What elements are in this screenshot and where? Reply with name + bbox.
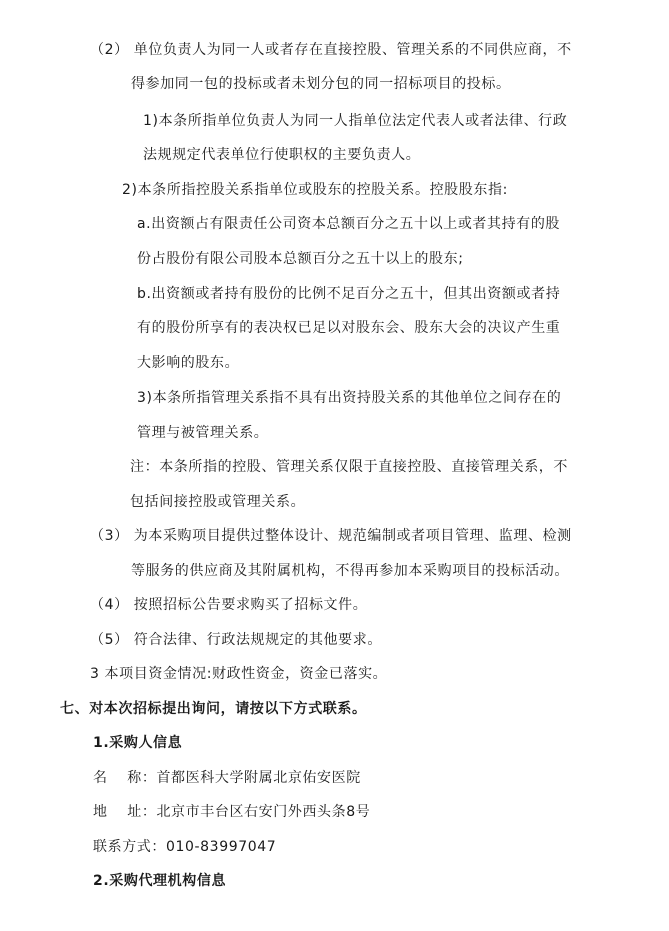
note-2b-line-1: b.出资额或者持有股份的比例不足百分之五十，但其出资额或者持 (137, 286, 561, 302)
remark-line-2: 包括间接控股或管理关系。 (130, 494, 306, 510)
note-1-line-2: 法规规定代表单位行使职权的主要负责人。 (143, 147, 421, 163)
agency-heading: 2.采购代理机构信息 (93, 873, 227, 889)
purchaser-contact-label: 联系方式： (93, 839, 166, 855)
item-4: （4） 按照招标公告要求购买了招标文件。 (90, 597, 368, 613)
item-2-line-2: 得参加同一包的投标或者未划分包的同一招标项目的投标。 (131, 76, 511, 92)
note-3-line-1: 3)本条所指管理关系指不具有出资持股关系的其他单位之间存在的 (137, 390, 562, 406)
purchaser-name-row (93, 769, 361, 787)
note-2b-line-3: 大影响的股东。 (137, 355, 240, 371)
section-7-heading: 七、对本次招标提出询问，请按以下方式联系。 (60, 701, 367, 717)
note-2a-line-2: 份占股份有限公司股本总额百分之五十以上的股东; (137, 251, 464, 267)
note-2b-line-2: 有的股份所享有的表决权已足以对股东会、股东大会的决议产生重 (137, 320, 561, 336)
item-3-line-1: （3） 为本采购项目提供过整体设计、规范编制或者项目管理、监理、检测 (90, 528, 572, 544)
remark-line-1: 注：本条所指的控股、管理关系仅限于直接控股、直接管理关系，不 (130, 459, 568, 475)
purchaser-address-label: 地 址： (93, 804, 157, 820)
purchaser-contact-row (93, 838, 276, 856)
note-3-line-2: 管理与被管理关系。 (137, 425, 269, 441)
purchaser-address-value: 北京市丰台区右安门外西头条8号 (156, 804, 371, 820)
item-2-line-1: （2） 单位负责人为同一人或者存在直接控股、管理关系的不同供应商，不 (90, 42, 572, 58)
purchaser-contact-value: 010-83997047 (166, 839, 277, 855)
purchaser-name-label: 名 称： (93, 770, 157, 786)
item-3-line-2: 等服务的供应商及其附属机构，不得再参加本采购项目的投标活动。 (131, 563, 569, 579)
note-1-line-1: 1)本条所指单位负责人为同一人指单位法定代表人或者法律、行政 (143, 113, 568, 129)
funding-status: 3 本项目资金情况:财政性资金，资金已落实。 (90, 666, 388, 682)
purchaser-heading: 1.采购人信息 (93, 735, 183, 751)
purchaser-address-row (93, 803, 370, 821)
note-2a-line-1: a.出资额占有限责任公司资本总额百分之五十以上或者其持有的股 (137, 216, 561, 232)
note-2-line-1: 2)本条所指控股关系指单位或股东的控股关系。控股股东指: (122, 182, 508, 198)
item-5: （5） 符合法律、行政法规规定的其他要求。 (90, 632, 382, 648)
purchaser-name-value: 首都医科大学附属北京佑安医院 (156, 770, 361, 786)
